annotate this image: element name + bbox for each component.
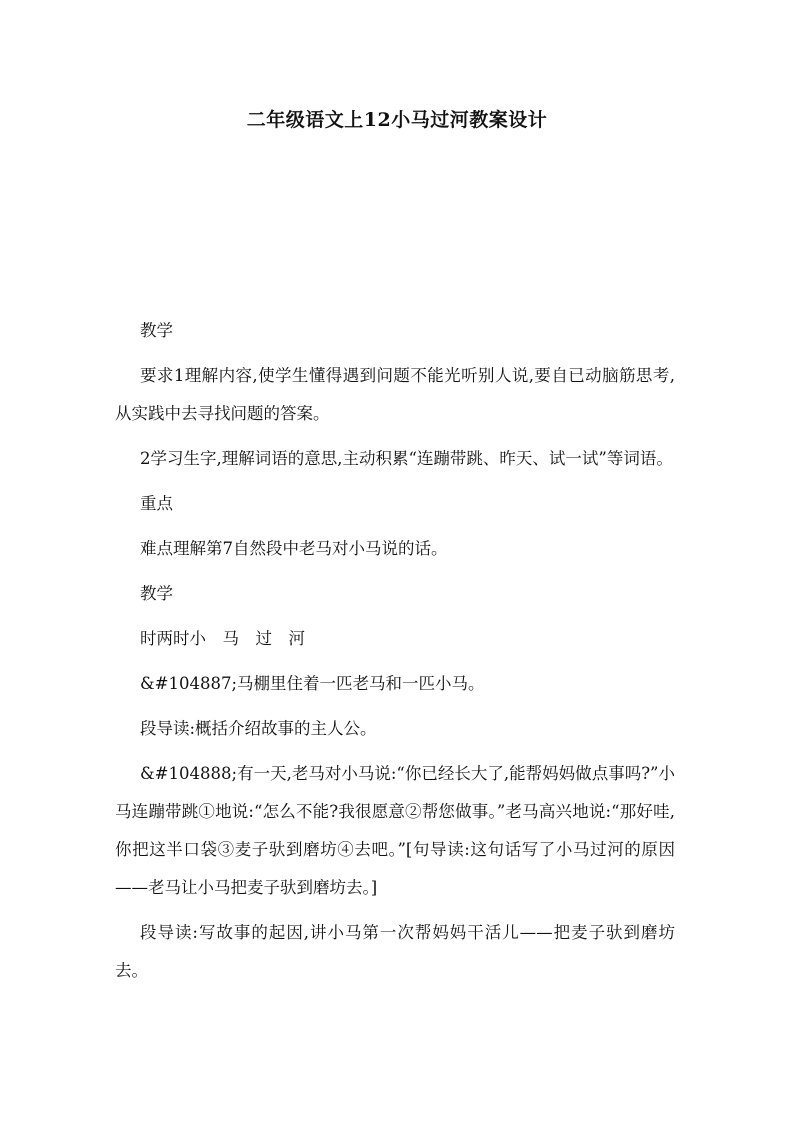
paragraph-key-points-heading: 重点 xyxy=(140,494,173,513)
paragraph-teaching-heading-2: 教学 xyxy=(140,584,173,603)
paragraph-guide-2: 段导读:写故事的起因,讲小马第一次帮妈妈干活儿——把麦子驮到磨坊去。 xyxy=(115,923,675,980)
paragraph-guide-1: 段导读:概括介绍故事的主人公。 xyxy=(140,719,377,738)
paragraph-story-2: &#104888;有一天,老马对小马说:“你已经长大了,能帮妈妈做点事吗?”小马连蹦带跳①地说:“怎么不能?我很愿意②帮您做事。”老马高兴地说:“那好哇,你把这半口袋③麦子驮到磨坊④去吧。”[句导读:这句话写了小马过河的原因——老马让小马把麦子驮到磨坊去。] xyxy=(115,764,675,897)
paragraph-teaching-heading: 教学 xyxy=(140,321,173,340)
document-title: 二年级语文上12小马过河教案设计 xyxy=(246,109,548,131)
paragraph-difficulty: 难点理解第7自然段中老马对小马说的话。 xyxy=(140,539,448,558)
paragraph-requirement-2: 2学习生字,理解词语的意思,主动积累“连蹦带跳、昨天、试一试”等词语。 xyxy=(140,449,673,468)
document-body xyxy=(115,312,675,997)
paragraph-requirement-1: 要求1理解内容,使学生懂得遇到问题不能光听别人说,要自已动脑筋思考,从实践中去寻找问题的答案。 xyxy=(115,366,675,423)
paragraph-story-1: &#104887;马棚里住着一匹老马和一匹小马。 xyxy=(140,674,485,693)
paragraph-lesson-title: 时两时小 马 过 河 xyxy=(140,629,305,648)
